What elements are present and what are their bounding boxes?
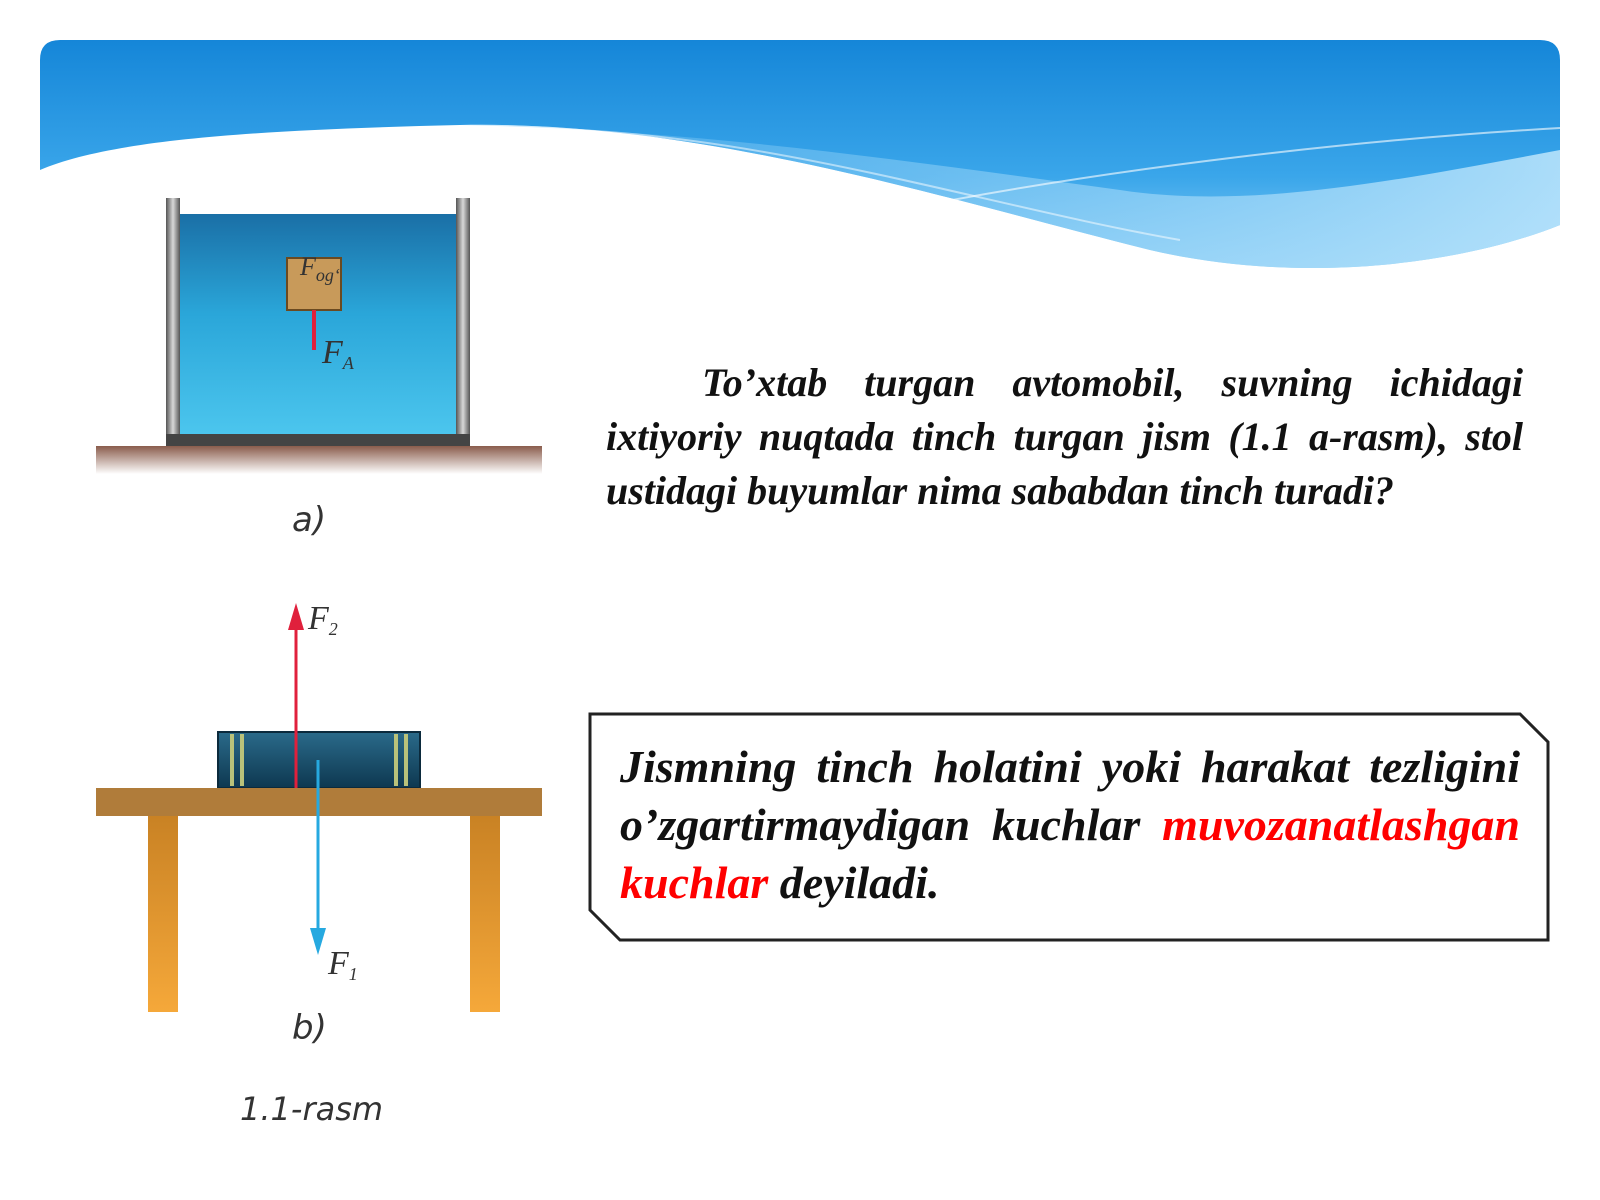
definition-part2: deyiladi.: [768, 857, 940, 908]
definition-part1: Jismning tinch holatini yoki harakat tezligini o’zgartirmaydigan kuchlar: [620, 741, 1520, 850]
table-leg-left: [148, 816, 178, 1012]
question-text: To’xtab turgan avtomobil, suvning ichidagi ixtiyoriy nuqtada tinch turgan jism (1.1 a-rasm), stol ustidagi buyumlar nima sababdan tinch turadi?: [606, 360, 1523, 513]
figure-caption: 1.1-rasm: [240, 1090, 384, 1128]
force-label-up: $F_2$: [308, 600, 338, 639]
force-label-archimedes: $F_A$: [322, 334, 354, 373]
figure-a-caption: a): [292, 500, 327, 540]
figure-b-caption: b): [292, 1008, 327, 1048]
definition-text: [620, 738, 1520, 912]
force-label-down: $F_1$: [328, 945, 358, 984]
table-leg-right: [470, 816, 500, 1012]
force-label-block: $F_{og‘}$: [300, 252, 340, 285]
definition-highlight: muvozanatlashgan kuchlar: [620, 799, 1520, 908]
figure-b-table: [0, 0, 600, 1060]
